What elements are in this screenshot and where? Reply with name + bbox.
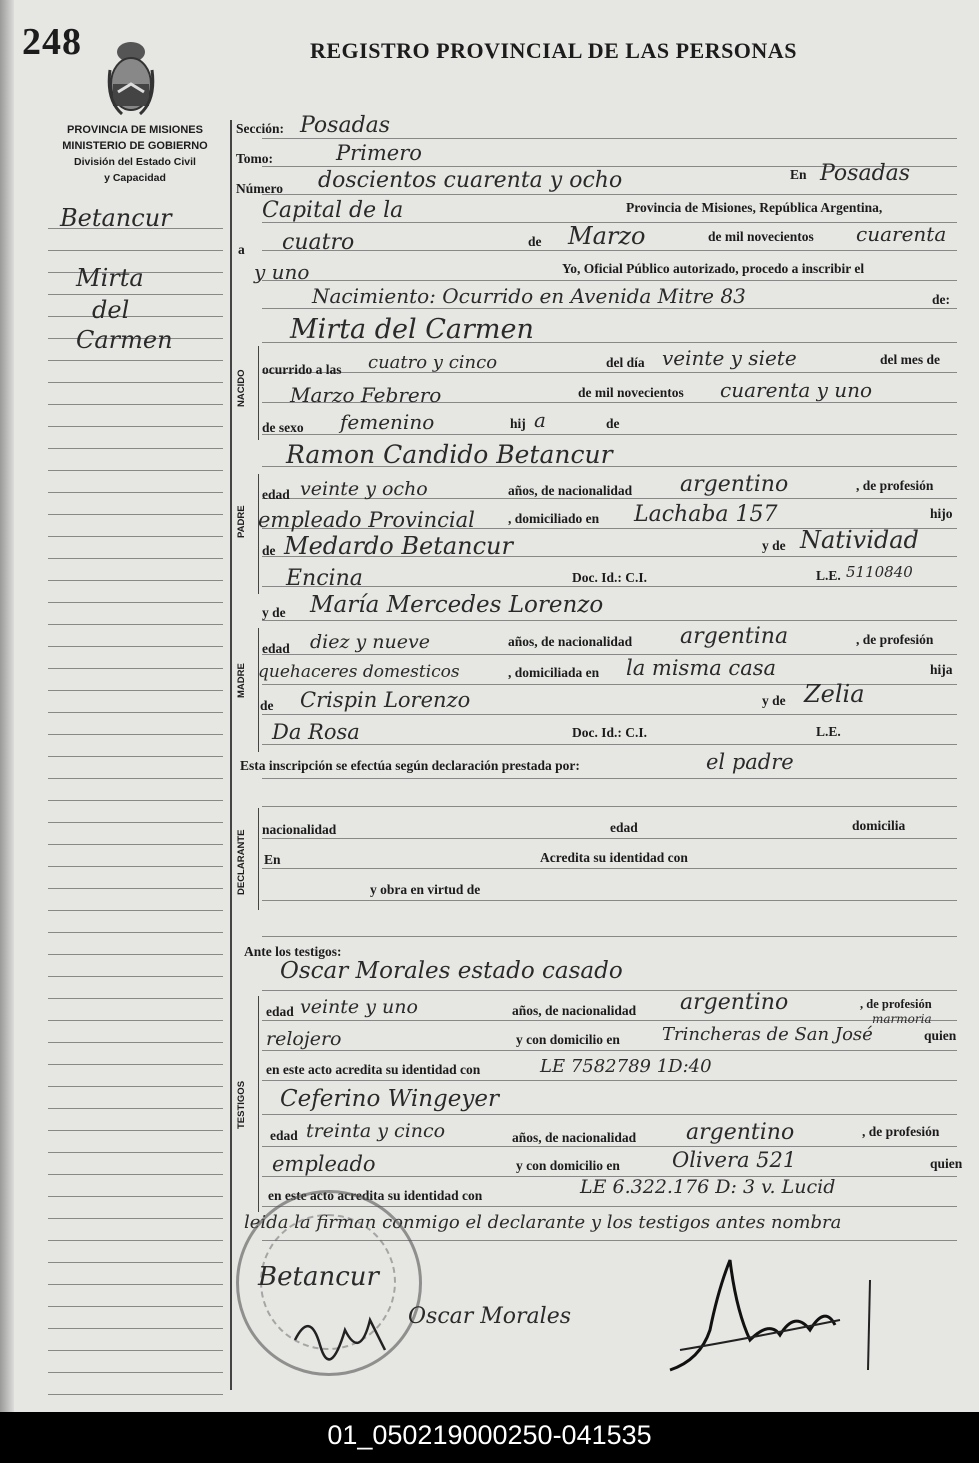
label-de-mes: de: [528, 234, 542, 249]
value-madre-de: Crispin Lorenzo: [300, 688, 471, 712]
margin-rule: [48, 822, 223, 823]
value-cierre: leida la firman conmigo el declarante y los testigos antes nombra: [244, 1212, 842, 1233]
value-padre-dom: Lachaba 157: [634, 502, 778, 527]
signature-witness-2-scrawl: [290, 1300, 400, 1370]
value-mes: Marzo: [568, 222, 646, 250]
page-title: REGISTRO PROVINCIAL DE LAS PERSONAS: [310, 38, 797, 63]
label-t1-anios-nac: años, de nacionalidad: [512, 1003, 637, 1018]
value-padre-prof: empleado Provincial: [258, 508, 475, 532]
margin-rule: [48, 558, 223, 559]
value-padre-nac: argentino: [680, 472, 789, 497]
value-sexo: femenino: [340, 410, 435, 434]
label-t2-acredita: en este acto acredita su identidad con: [268, 1188, 483, 1203]
label-t1-quien: quien: [924, 1028, 957, 1043]
margin-rule: [48, 1284, 223, 1285]
margin-rule: [48, 382, 223, 383]
form-rule: [262, 1020, 957, 1021]
value-t2-edad: treinta y cinco: [306, 1120, 446, 1142]
margin-rule: [48, 1306, 223, 1307]
margin-rule: [48, 734, 223, 735]
label-t2-edad: edad: [270, 1128, 298, 1143]
form-rule: [262, 868, 957, 869]
form-rule: [262, 778, 957, 779]
value-padre-yde: Natividad: [800, 526, 919, 554]
label-sexo: de sexo: [262, 420, 304, 435]
margin-rule: [48, 1350, 223, 1351]
margin-rule: [48, 646, 223, 647]
label-madre-y-de-2: y de: [762, 693, 786, 708]
label-provincia: Provincia de Misiones, República Argentina,: [626, 200, 883, 215]
margin-rule: [48, 1240, 223, 1241]
label-yo-oficial: Yo, Oficial Público autorizado, procedo a inscribir el: [562, 261, 865, 276]
signature-witness-1: Oscar Morales: [408, 1304, 572, 1329]
label-t2-domicilio: y con domicilio en: [516, 1158, 620, 1173]
form-rule: [262, 990, 957, 991]
margin-rule: [48, 932, 223, 933]
value-testigo2: Ceferino Wingeyer: [280, 1086, 499, 1112]
label-madre-profesion: , de profesión: [856, 632, 934, 647]
section-declarante: DECLARANTE: [236, 829, 247, 895]
margin-surname: Betancur: [60, 204, 172, 232]
form-rule: [262, 372, 957, 373]
margin-rule: [48, 1372, 223, 1373]
value-padre-de: Medardo Betancur: [284, 532, 513, 560]
label-numero: Número: [236, 181, 283, 196]
form-rule: [262, 654, 957, 655]
label-t1-acredita: en este acto acredita su identidad con: [266, 1062, 481, 1077]
section-padre: PADRE: [236, 505, 247, 539]
label-en: En: [790, 167, 807, 182]
label-del-dia: del día: [606, 355, 645, 370]
margin-rule: [48, 1218, 223, 1219]
value-t1-prof-corr: marmoria: [872, 1012, 932, 1026]
label-padre-profesion: , de profesión: [856, 478, 934, 493]
value-hora: cuatro y cinco: [368, 352, 498, 373]
form-rule: [262, 586, 957, 587]
value-t2-doc: LE 6.322.176 D: 3 v. Lucid: [580, 1176, 836, 1198]
form-rule: [262, 806, 957, 807]
margin-rule: [48, 1064, 223, 1065]
value-t2-prof: empleado: [272, 1152, 376, 1176]
signature-official: [660, 1250, 880, 1390]
margin-rule: [48, 976, 223, 977]
value-padre-madre-ap: Encina: [286, 566, 363, 591]
value-t1-doc: LE 7582789 1D:40: [540, 1056, 712, 1077]
margin-rule: [48, 1196, 223, 1197]
margin-rule: [48, 1152, 223, 1153]
page-number: 248: [22, 21, 82, 63]
value-padre-edad: veinte y ocho: [300, 478, 428, 500]
section-padre-bracket: [258, 474, 259, 594]
margin-rule: [48, 404, 223, 405]
margin-rule: [48, 1262, 223, 1263]
label-hij: hij: [510, 416, 526, 431]
form-rule: [262, 308, 957, 309]
value-madre-nombre: María Mercedes Lorenzo: [310, 592, 604, 618]
form-rule: [262, 744, 957, 745]
scan-identifier: 01_050219000250-041535: [0, 1412, 979, 1463]
label-decl-nacionalidad: nacionalidad: [262, 822, 337, 837]
margin-rule: [48, 1328, 223, 1329]
margin-name-1: Mirta: [76, 264, 144, 292]
value-t1-edad: veinte y uno: [300, 996, 418, 1018]
margin-rule: [48, 624, 223, 625]
section-madre: MADRE: [236, 663, 247, 699]
label-ante-testigos: Ante los testigos:: [244, 944, 342, 959]
margin-rule: [48, 1042, 223, 1043]
margin-rule: [48, 668, 223, 669]
value-en: Posadas: [820, 161, 911, 186]
label-seccion: Sección:: [236, 121, 284, 136]
margin-rule: [48, 294, 223, 295]
label-padre-domicilio: , domiciliado en: [508, 511, 600, 526]
margin-rule: [48, 910, 223, 911]
argentina-coat-of-arms: [104, 40, 158, 118]
margin-rule: [48, 360, 223, 361]
form-rule: [262, 838, 957, 839]
margin-rule: [48, 602, 223, 603]
form-rule: [262, 900, 957, 901]
value-nombre: Mirta del Carmen: [290, 314, 534, 345]
value-madre-prof: quehaceres domesticos: [258, 662, 460, 682]
label-decl-obra: y obra en virtud de: [370, 882, 481, 897]
form-rule: [262, 1050, 957, 1051]
section-nacido: NACIDO: [236, 369, 247, 407]
value-anio-a: cuarenta: [856, 222, 947, 246]
label-tomo: Tomo:: [236, 151, 274, 166]
value-padre-nombre: Ramon Candido Betancur: [286, 440, 613, 469]
value-dia: cuatro: [282, 230, 355, 255]
label-decl-acredita: Acredita su identidad con: [540, 850, 688, 865]
label-madre-domicilio: , domiciliada en: [508, 665, 600, 680]
label-padre-anios-nac: años, de nacionalidad: [508, 483, 633, 498]
margin-rule: [48, 536, 223, 537]
section-declarante-bracket: [258, 808, 259, 910]
label-de-padres: de: [606, 416, 620, 431]
value-mes-nac: Marzo Febrero: [290, 383, 442, 407]
label-esta-inscripcion: Esta inscripción se efectúa según declaración prestada por:: [240, 758, 580, 773]
value-inscribir: Nacimiento: Ocurrido en Avenida Mitre 83: [312, 284, 746, 308]
issuing-authority: [40, 122, 230, 186]
margin-rule: [48, 316, 223, 317]
form-rule: [262, 250, 957, 251]
form-rule: [262, 1146, 957, 1147]
label-decl-edad: edad: [610, 820, 638, 835]
margin-rule: [48, 426, 223, 427]
authority-province: PROVINCIA DE MISIONES: [67, 124, 203, 136]
label-madre-hija: hija: [930, 662, 953, 677]
margin-rule: [48, 712, 223, 713]
label-padre-de: de: [262, 543, 276, 558]
margin-rule: [48, 1394, 223, 1395]
value-madre-nac: argentina: [680, 624, 789, 649]
value-t2-dom: Olivera 521: [672, 1148, 797, 1172]
signature-declarante: Betancur: [258, 1262, 379, 1292]
margin-rule: [48, 998, 223, 999]
margin-rule: [48, 690, 223, 691]
form-rule: [262, 1080, 957, 1081]
label-a: a: [238, 242, 245, 257]
margin-rule: [48, 580, 223, 581]
margin-rule: [48, 844, 223, 845]
value-madre-yde: Zelia: [804, 680, 865, 708]
section-testigos-bracket: [258, 996, 259, 1212]
value-tomo: Primero: [336, 141, 422, 165]
label-decl-en: En: [264, 852, 281, 867]
value-numero: doscientos cuarenta y ocho: [318, 168, 623, 193]
label-de-colon: de:: [932, 292, 950, 307]
value-hij-suffix: a: [534, 408, 546, 432]
label-madre-anios-nac: años, de nacionalidad: [508, 634, 633, 649]
label-ocurrido: ocurrido a las: [262, 362, 342, 377]
margin-rule: [48, 756, 223, 757]
margin-rule: [48, 1086, 223, 1087]
value-seccion: Posadas: [300, 113, 391, 138]
form-rule: [262, 1114, 957, 1115]
section-nacido-bracket: [258, 346, 259, 440]
form-rule: [262, 714, 957, 715]
margin-divider: [230, 120, 232, 1390]
binding-shadow: [0, 0, 14, 1412]
label-t1-edad: edad: [266, 1004, 294, 1019]
value-t1-dom: Trincheras de San José: [662, 1024, 873, 1045]
label-decl-domicilia: domicilia: [852, 818, 906, 833]
form-rule: [262, 620, 957, 621]
label-madre-doc: Doc. Id.: C.I.: [572, 725, 648, 740]
label-t2-quien: quien: [930, 1156, 963, 1171]
label-t1-profesion: , de profesión: [860, 997, 932, 1011]
label-padre-le: L.E.: [816, 568, 841, 583]
authority-ministry: MINISTERIO DE GOBIERNO: [62, 140, 208, 152]
form-rule: [262, 936, 957, 937]
label-padre-y-de: y de: [762, 538, 786, 553]
label-del-mes: del mes de: [880, 352, 940, 367]
margin-rule: [48, 492, 223, 493]
label-madre-edad: edad: [262, 641, 290, 656]
value-madre-edad: diez y nueve: [310, 631, 431, 653]
margin-rule: [48, 1020, 223, 1021]
authority-division: División del Estado Civil: [74, 156, 196, 168]
value-anio-b: y uno: [254, 260, 310, 284]
margin-rule: [48, 250, 223, 251]
value-t1-prof: relojero: [266, 1028, 342, 1050]
label-padre-doc: Doc. Id.: C.I.: [572, 570, 648, 585]
form-rule: [262, 434, 957, 435]
margin-rule: [48, 1130, 223, 1131]
margin-rule: [48, 1174, 223, 1175]
value-dia-nac: veinte y siete: [662, 346, 797, 370]
section-testigos: TESTIGOS: [236, 1080, 247, 1130]
margin-rule: [48, 778, 223, 779]
label-padre-edad: edad: [262, 487, 290, 502]
value-capital: Capital de la: [262, 198, 404, 223]
value-t1-nac: argentino: [680, 990, 789, 1015]
margin-name-3: Carmen: [76, 326, 173, 354]
value-declarante: el padre: [706, 750, 794, 774]
value-t2-nac: argentino: [686, 1120, 795, 1145]
label-t1-domicilio: y con domicilio en: [516, 1032, 620, 1047]
value-madre-dom: la misma casa: [626, 656, 777, 680]
margin-rule: [48, 1108, 223, 1109]
form-rule: [262, 280, 957, 281]
section-madre-bracket: [258, 628, 259, 752]
margin-rule: [48, 866, 223, 867]
margin-rule: [48, 888, 223, 889]
value-testigo1: Oscar Morales estado casado: [280, 958, 623, 984]
label-madre-le: L.E.: [816, 724, 841, 739]
margin-rule: [48, 800, 223, 801]
margin-name-2: del: [92, 296, 130, 324]
margin-rule: [48, 954, 223, 955]
value-madre-madre-ap: Da Rosa: [272, 720, 360, 744]
authority-capacity: y Capacidad: [104, 172, 166, 184]
label-t2-anios-nac: años, de nacionalidad: [512, 1130, 637, 1145]
margin-rule: [48, 470, 223, 471]
value-anio-nac: cuarenta y uno: [720, 378, 873, 402]
label-t2-profesion: , de profesión: [862, 1124, 940, 1139]
label-padre-hijo: hijo: [930, 506, 953, 521]
value-padre-le: 5110840: [846, 563, 913, 581]
margin-rule: [48, 514, 223, 515]
label-de-mil-nov: de mil novecientos: [578, 385, 684, 400]
label-madre-y-de: y de: [262, 605, 286, 620]
form-rule: [262, 194, 957, 195]
label-madre-de: de: [260, 698, 274, 713]
label-mil-novecientos: de mil novecientos: [708, 229, 814, 244]
form-rule: [262, 138, 957, 139]
margin-rule: [48, 448, 223, 449]
